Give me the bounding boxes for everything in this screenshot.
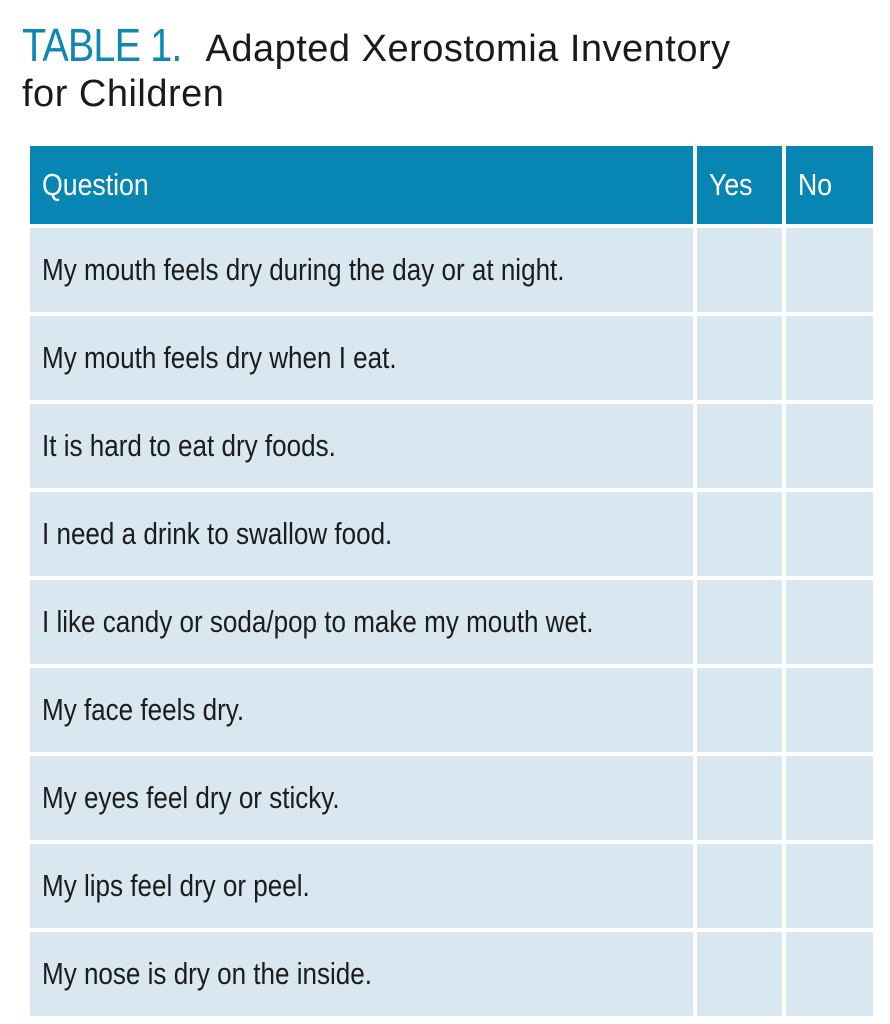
question-text: My eyes feel dry or sticky. [42, 780, 340, 815]
question-text: My face feels dry. [42, 692, 245, 727]
header-no [786, 146, 873, 224]
answer-no-cell[interactable] [786, 316, 873, 400]
answer-yes-cell[interactable] [697, 316, 782, 400]
table-row-question [30, 756, 693, 840]
answer-yes-cell[interactable] [697, 844, 782, 928]
table-number-label: TABLE 1. [22, 19, 182, 71]
answer-yes-cell[interactable] [697, 228, 782, 312]
table-title [22, 18, 872, 116]
header-no-label: No [798, 167, 833, 202]
table-row-question [30, 404, 693, 488]
question-text: I need a drink to swallow food. [42, 516, 393, 551]
answer-no-cell[interactable] [786, 492, 873, 576]
table-row-question [30, 580, 693, 664]
answer-no-cell[interactable] [786, 580, 873, 664]
question-text: My mouth feels dry during the day or at night. [42, 252, 565, 287]
table-title-text: Adapted Xerostomia Inventory [205, 28, 731, 70]
table-row-question [30, 316, 693, 400]
table-row-question [30, 932, 693, 1016]
answer-no-cell[interactable] [786, 844, 873, 928]
title-line-1 [22, 18, 872, 76]
answer-yes-cell[interactable] [697, 492, 782, 576]
header-question [30, 146, 693, 224]
table-row-question [30, 228, 693, 312]
table-row-question [30, 668, 693, 752]
header-yes-label: Yes [709, 167, 753, 202]
answer-yes-cell[interactable] [697, 404, 782, 488]
table-row-question [30, 492, 693, 576]
answer-yes-cell[interactable] [697, 580, 782, 664]
question-text: It is hard to eat dry foods. [42, 428, 336, 463]
answer-yes-cell[interactable] [697, 932, 782, 1016]
answer-yes-cell[interactable] [697, 756, 782, 840]
answer-no-cell[interactable] [786, 404, 873, 488]
question-text: My mouth feels dry when I eat. [42, 340, 397, 375]
answer-no-cell[interactable] [786, 668, 873, 752]
header-question-label: Question [42, 167, 149, 202]
header-yes [697, 146, 782, 224]
answer-no-cell[interactable] [786, 756, 873, 840]
answer-no-cell[interactable] [786, 228, 873, 312]
answer-yes-cell[interactable] [697, 668, 782, 752]
question-text: My nose is dry on the inside. [42, 956, 373, 991]
table-title-continuation: for Children [22, 73, 225, 115]
xerostomia-inventory-table [30, 146, 873, 1016]
question-text: I like candy or soda/pop to make my mouth wet. [42, 604, 594, 639]
question-text: My lips feel dry or peel. [42, 868, 310, 903]
table-row-question [30, 844, 693, 928]
answer-no-cell[interactable] [786, 932, 873, 1016]
